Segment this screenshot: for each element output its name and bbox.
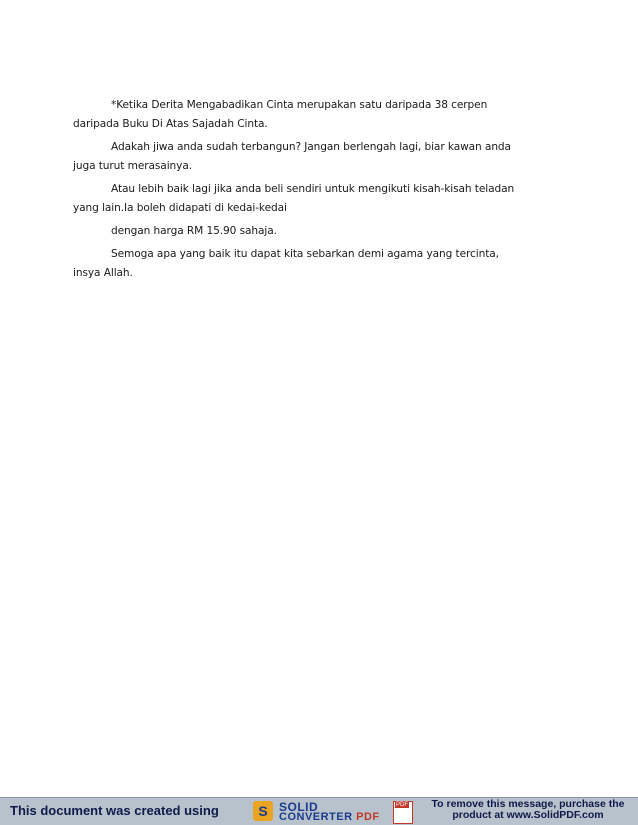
paragraph-3: [73, 180, 573, 218]
document-body: [73, 96, 573, 287]
paragraph-1: [73, 96, 573, 134]
paragraph-line: Atau lebih baik lagi jika anda beli sendiri untuk mengikuti kisah-kisah teladan: [111, 183, 515, 195]
paragraph-line: dengan harga RM 15.90 sahaja.: [111, 225, 277, 237]
solid-converter-logo: [253, 800, 413, 823]
paragraph-line: juga turut merasainya.: [73, 160, 192, 172]
pdf-document-icon: PDF: [393, 801, 413, 824]
footer-purchase-line1: To remove this message, purchase the: [431, 798, 625, 810]
logo-line1: SOLID: [279, 800, 319, 814]
paragraph-5: [73, 245, 573, 283]
paragraph-2: [73, 138, 573, 176]
paragraph-4: [73, 222, 573, 241]
footer-purchase-line2: product at www.SolidPDF.com: [452, 809, 604, 821]
logo-line2: CONVERTER PDF: [279, 811, 380, 823]
logo-s-icon: S: [253, 801, 273, 821]
paragraph-line: Adakah jiwa anda sudah terbangun? Jangan berlengah lagi, biar kawan anda: [111, 141, 511, 153]
footer-created-text: This document was created using: [10, 803, 219, 818]
paragraph-line: insya Allah.: [73, 267, 133, 279]
paragraph-line: *Ketika Derita Mengabadikan Cinta merupakan satu daripada 38 cerpen: [111, 99, 488, 111]
paragraph-line: Semoga apa yang baik itu dapat kita sebarkan demi agama yang tercinta,: [111, 248, 499, 260]
watermark-footer: [0, 797, 638, 825]
paragraph-line: daripada Buku Di Atas Sajadah Cinta.: [73, 118, 268, 130]
footer-purchase-text[interactable]: [424, 799, 632, 821]
paragraph-line: yang lain.Ia boleh didapati di kedai-kedai: [73, 202, 287, 214]
